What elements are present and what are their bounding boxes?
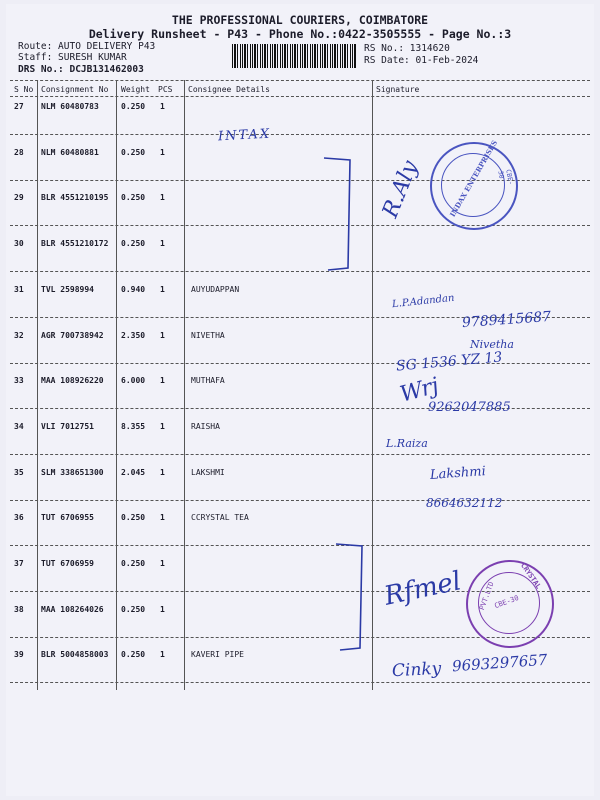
phone-row39: 9693297657 — [451, 650, 548, 676]
indax-stamp-text: INDAX ENTERPRISES — [447, 138, 500, 219]
row-weight: 6.000 — [121, 376, 146, 386]
header-bottom-rule — [10, 96, 590, 97]
runsheet-subtitle: Delivery Runsheet - P43 - Phone No.:0422-3505555 - Page No.:3 — [88, 27, 512, 41]
col-header-pcs: PCS — [158, 85, 173, 94]
row-pcs: 1 — [160, 330, 165, 340]
signature-row34: L.Raiza — [386, 437, 428, 450]
crystal-stamp-suffix: PVT.LTD — [477, 580, 496, 612]
row-weight: 0.250 — [121, 513, 146, 523]
row-consignment-no: SLM 338651300 — [41, 467, 104, 477]
signature-row33: Wrj — [397, 373, 442, 408]
row-weight: 0.250 — [121, 193, 146, 203]
row-consignee: CCRYSTAL TEA — [191, 513, 249, 523]
row-pcs: 1 — [160, 102, 165, 111]
row-consignee: KAVERI PIPE — [191, 650, 244, 660]
row-consignment-no: TUT 6706959 — [41, 559, 94, 568]
row-weight: 0.250 — [121, 102, 146, 111]
row-sno: 28 — [14, 147, 24, 157]
row-sno: 27 — [14, 102, 24, 111]
row-divider — [10, 225, 590, 226]
row-consignee: AUYUDAPPAN — [191, 284, 240, 294]
col-header-consignment: Consignment No — [41, 85, 109, 94]
row-weight: 8.355 — [121, 421, 146, 431]
staff-label: Staff: SURESH KUMAR — [18, 52, 127, 63]
row-weight: 2.045 — [121, 467, 146, 477]
bracket-mark — [332, 538, 372, 658]
row-weight: 0.250 — [121, 239, 146, 249]
row-consignment-no: BLR 5004858003 — [41, 650, 109, 660]
row-sno: 36 — [14, 513, 24, 523]
signature-row31: L.P.Adandan — [391, 292, 455, 311]
row-consignee: NIVETHA — [191, 330, 225, 340]
handwritten-intax: INTAX — [217, 126, 272, 145]
crystal-stamp-code: CBE-30 — [493, 593, 520, 611]
row-sno: 37 — [14, 559, 24, 568]
row-consignment-no: NLM 60480783 — [41, 102, 99, 111]
row-sno: 33 — [14, 376, 24, 386]
row-sno: 31 — [14, 284, 24, 294]
row-sno: 29 — [14, 193, 24, 203]
row-sno: 38 — [14, 604, 24, 614]
drs-number: DRS No.: DCJB131462003 — [18, 64, 144, 75]
row-consignment-no: MAA 108926220 — [41, 376, 104, 386]
rs-number: RS No.: 1314620 — [364, 43, 450, 54]
row-pcs: 1 — [160, 559, 165, 568]
signature-row37: Rfmel — [381, 566, 464, 612]
row-sno: 39 — [14, 650, 24, 660]
note-row32: SG 1536 YZ 13 — [395, 349, 504, 375]
row-divider — [10, 271, 590, 272]
row-divider — [10, 454, 590, 455]
company-title: THE PROFESSIONAL COURIERS, COIMBATORE — [171, 13, 429, 27]
bracket-mark — [320, 150, 360, 280]
signature-row35: Lakshmi — [429, 464, 487, 483]
col-header-consignee: Consignee Details — [188, 85, 270, 94]
row-consignment-no: AGR 700738942 — [41, 330, 104, 340]
row-weight: 2.350 — [121, 330, 146, 340]
row-pcs: 1 — [160, 467, 165, 477]
row-weight: 0.940 — [121, 284, 146, 294]
row-consignment-no: BLR 4551210195 — [41, 193, 109, 203]
row-consignment-no: TUT 6706955 — [41, 513, 94, 523]
table-top-rule — [10, 80, 590, 81]
row-divider — [10, 134, 590, 135]
row-consignment-no: MAA 108264026 — [41, 604, 104, 614]
row-pcs: 1 — [160, 513, 165, 523]
row-pcs: 1 — [160, 147, 165, 157]
row-sno: 35 — [14, 467, 24, 477]
phone-row33: 9262047885 — [428, 400, 511, 415]
row-weight: 0.250 — [121, 559, 146, 568]
col-divider — [116, 80, 117, 690]
col-divider — [372, 80, 373, 690]
row-sno: 30 — [14, 239, 24, 249]
barcode — [232, 44, 356, 68]
row-consignee: RAISHA — [191, 421, 220, 431]
row-consignment-no: BLR 4551210172 — [41, 239, 109, 249]
row-consignment-no: NLM 60480881 — [41, 147, 99, 157]
route-label: Route: AUTO DELIVERY P43 — [18, 41, 156, 52]
row-consignment-no: VLI 7012751 — [41, 421, 94, 431]
row-pcs: 1 — [160, 376, 165, 386]
row-consignment-no: TVL 2598994 — [41, 284, 94, 294]
row-weight: 0.250 — [121, 650, 146, 660]
signature-row28: R.Aly — [378, 157, 424, 222]
row-pcs: 1 — [160, 239, 165, 249]
phone-row31: 9789415687 — [461, 308, 552, 332]
row-divider — [10, 682, 590, 683]
col-header-weight: Weight — [121, 85, 150, 94]
row-pcs: 1 — [160, 421, 165, 431]
row-divider — [10, 545, 590, 546]
row-weight: 0.250 — [121, 604, 146, 614]
row-weight: 0.250 — [121, 147, 146, 157]
col-divider — [184, 80, 185, 690]
row-sno: 34 — [14, 421, 24, 431]
row-pcs: 1 — [160, 284, 165, 294]
signature-row32: Nivetha — [470, 338, 514, 351]
row-divider — [10, 500, 590, 501]
col-header-sno: S No — [14, 85, 34, 94]
row-sno: 32 — [14, 330, 24, 340]
signature-row39: Cinky — [391, 658, 442, 682]
phone-row35: 8664632112 — [426, 496, 503, 510]
crystal-stamp — [466, 560, 554, 648]
col-divider — [37, 80, 38, 690]
indax-stamp-code: CBE-30 — [496, 168, 515, 186]
crystal-stamp-text: CRYSTAL — [519, 561, 543, 591]
row-pcs: 1 — [160, 650, 165, 660]
row-pcs: 1 — [160, 604, 165, 614]
row-pcs: 1 — [160, 193, 165, 203]
col-header-signature: Signature — [376, 85, 420, 94]
indax-stamp — [430, 138, 518, 230]
row-consignee: MUTHAFA — [191, 376, 225, 386]
row-consignee: LAKSHMI — [191, 467, 225, 477]
rs-date: RS Date: 01-Feb-2024 — [364, 55, 479, 66]
